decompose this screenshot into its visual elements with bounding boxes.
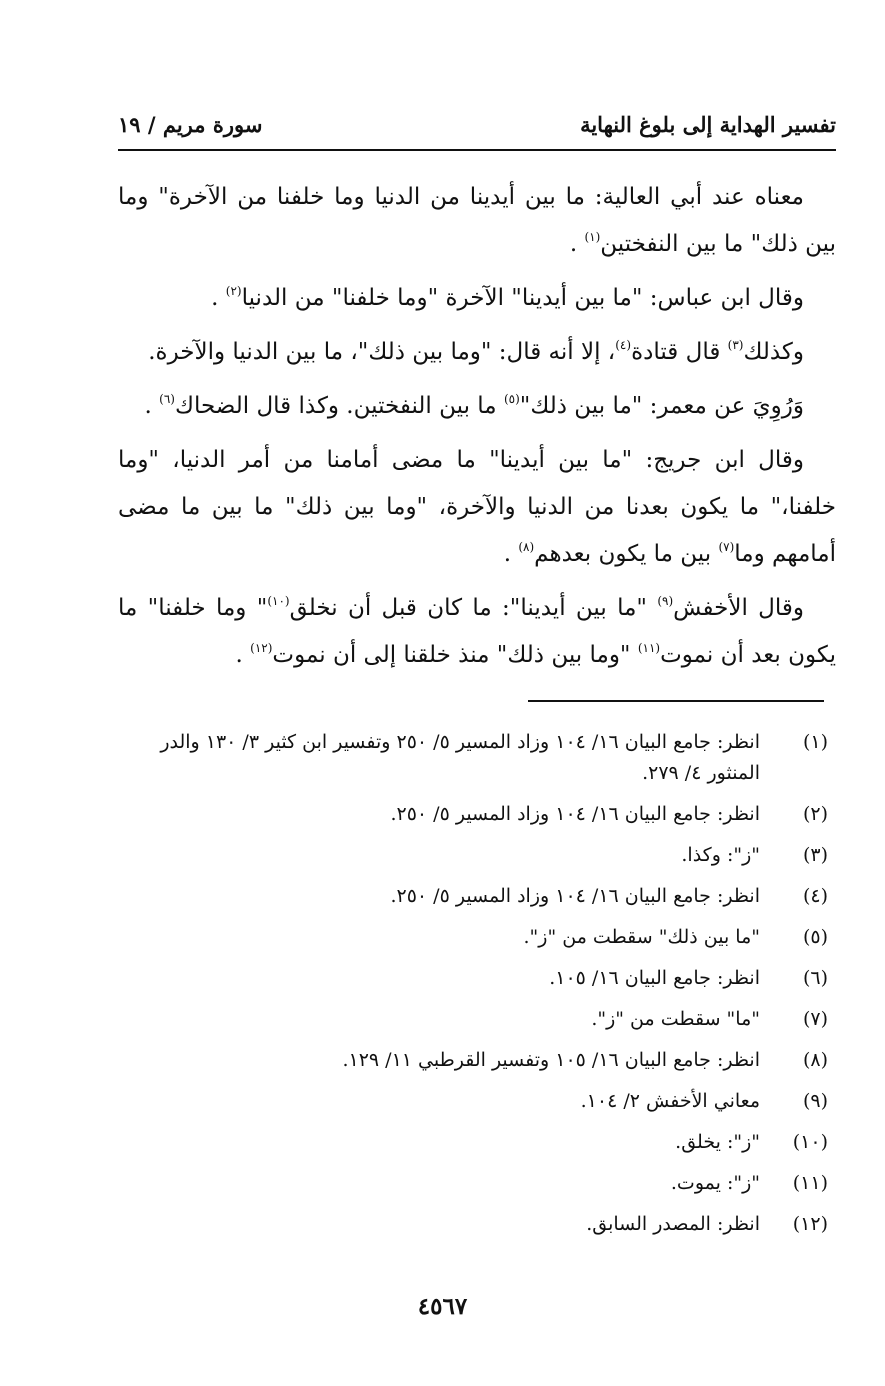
footnote-marker[interactable]: (٥) <box>503 392 520 406</box>
footnote-number: (١٠) <box>792 1131 828 1153</box>
footnote-text: انظر: جامع البيان ١٦/ ١٠٤ وزاد المسير ٥/ ٢٥٠. <box>390 803 760 825</box>
footnote-text: انظر: جامع البيان ١٦/ ١٠٥ وتفسير القرطبي ١١/ ١٢٩. <box>342 1049 760 1071</box>
footnote-text: انظر: جامع البيان ١٦/ ١٠٤ وزاد المسير ٥/ ٢٥٠ وتفسير ابن كثير ٣/ ١٣٠ والدر المنثور ٤/ ٢٧٩. <box>160 731 760 784</box>
paragraph <box>118 174 836 268</box>
text-segment: . <box>569 231 585 257</box>
running-header <box>118 112 836 144</box>
paragraph <box>118 437 836 578</box>
footnote <box>118 922 836 953</box>
text-segment: بين ما يكون بعدهم <box>534 541 719 567</box>
footnote-marker[interactable]: (٧) <box>718 540 735 554</box>
footnote <box>118 799 836 830</box>
text-segment: وقال الأخفش <box>673 595 804 621</box>
footnote-number: (٩) <box>802 1090 828 1112</box>
footnote-text: "ز": يخلق. <box>675 1131 760 1153</box>
footnote-text: انظر: جامع البيان ١٦/ ١٠٥. <box>549 967 760 989</box>
paragraph <box>118 585 836 679</box>
paragraph <box>118 383 836 430</box>
footnote-number: (٨) <box>802 1049 828 1071</box>
text-segment: وكذلك <box>743 339 804 365</box>
text-segment: ، إلا أنه قال: "وما بين ذلك"، ما بين الدنيا والآخرة. <box>148 339 616 365</box>
paragraph <box>118 329 836 376</box>
footnote-number: (١) <box>802 731 828 753</box>
text-segment: ما بين النفختين. وكذا قال الضحاك <box>174 393 504 419</box>
footnote-marker[interactable]: (٤) <box>615 338 632 352</box>
footnote <box>118 881 836 912</box>
text-segment: "ما بين أيدينا": ما كان قبل أن نخلق <box>289 595 658 621</box>
footnote-number: (٣) <box>802 844 828 866</box>
footnote-number: (١٢) <box>792 1213 828 1235</box>
footnote-text: "ز": يموت. <box>670 1172 760 1194</box>
footnote <box>118 1168 836 1199</box>
footnote-number: (٤) <box>802 885 828 907</box>
surah-reference: سورة مريم / ١٩ <box>118 112 263 137</box>
footnote-marker[interactable]: (٢) <box>225 284 242 298</box>
book-title: تفسير الهداية إلى بلوغ النهاية <box>580 112 836 137</box>
paragraph <box>118 275 836 322</box>
footnote-number: (٧) <box>802 1008 828 1030</box>
footnote-text: "ما" سقطت من "ز". <box>591 1008 760 1030</box>
text-segment: "وما بين ذلك" منذ خلقنا إلى أن نموت <box>272 642 638 668</box>
footnote <box>118 1004 836 1035</box>
footnote <box>118 1086 836 1117</box>
footnote-marker[interactable]: (١١) <box>637 641 661 655</box>
page-number: ٤٥٦٧ <box>417 1293 468 1320</box>
footnote-marker[interactable]: (٦) <box>159 392 175 406</box>
footnote-text: "ما بين ذلك" سقطت من "ز". <box>523 926 760 948</box>
footnote-text: انظر: جامع البيان ١٦/ ١٠٤ وزاد المسير ٥/ ٢٥٠. <box>390 885 760 907</box>
text-segment: معناه عند أبي العالية: ما بين أيدينا من الدنيا وما خلفنا من الآخرة" وما بين ذلك" ما بين النفختين <box>118 184 836 257</box>
footnote-number: (٥) <box>802 926 828 948</box>
footnote-marker[interactable]: (٨) <box>518 540 535 554</box>
text-segment: وَرُوِيَ عن معمر: "ما بين ذلك" <box>519 393 804 419</box>
footnote <box>118 1127 836 1158</box>
footnote-number: (١١) <box>792 1172 828 1194</box>
footnote <box>118 1045 836 1076</box>
text-segment: وقال ابن عباس: "ما بين أيدينا" الآخرة "وما خلفنا" من الدنيا <box>241 285 804 311</box>
footnote-number: (٢) <box>802 803 828 825</box>
text-segment: وقال ابن جريج: "ما بين أيدينا" ما مضى أمامنا من أمر الدنيا، "وما خلفنا،" ما يكون بعدنا من الدنيا والآخرة، "وما بين ذلك" ما بين ما مضى أمامهم وما <box>118 447 836 567</box>
text-segment: . <box>503 541 519 567</box>
footnotes <box>118 727 836 1250</box>
footnote-marker[interactable]: (٩) <box>657 594 674 608</box>
footnote-marker[interactable]: (٣) <box>727 338 744 352</box>
footnote <box>118 963 836 994</box>
footnote-marker[interactable]: (١٢) <box>250 641 273 655</box>
text-segment: . <box>211 285 226 311</box>
footnote <box>118 1209 836 1240</box>
header-divider <box>118 149 836 151</box>
text-segment: قال قتادة <box>631 339 728 365</box>
footnote-marker[interactable]: (١٠) <box>267 594 290 608</box>
footnote-text: معاني الأخفش ٢/ ١٠٤. <box>580 1090 760 1112</box>
text-segment: . <box>235 642 251 668</box>
footnote <box>118 727 836 789</box>
footnote-text: "ز": وكذا. <box>681 844 760 866</box>
footnote-marker[interactable]: (١) <box>584 230 601 244</box>
footnote-divider <box>528 700 824 702</box>
text-segment: . <box>144 393 160 419</box>
text-segment: " وما خلفنا" ما يكون بعد أن نموت <box>118 595 836 668</box>
footnote-number: (٦) <box>802 967 828 989</box>
footnote <box>118 840 836 871</box>
main-text <box>118 174 836 679</box>
footnote-text: انظر: المصدر السابق. <box>586 1213 760 1235</box>
